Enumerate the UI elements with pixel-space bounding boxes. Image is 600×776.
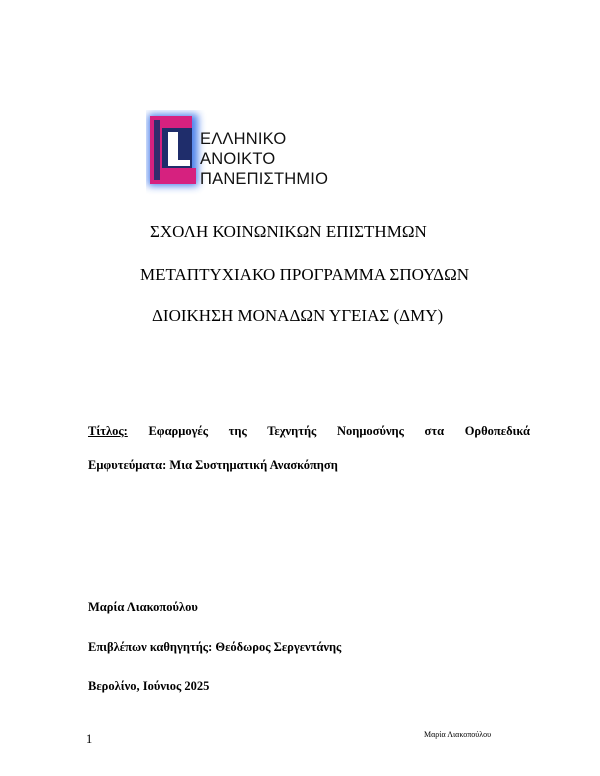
logo-text-line3: ΠΑΝΕΠΙΣΤΗΜΙΟ <box>200 170 329 188</box>
thesis-title-line1 <box>88 424 530 439</box>
author-name: Μαρία Λιακοπούλου <box>88 600 198 614</box>
place-date: Βερολίνο, Ιούνιος 2025 <box>88 679 210 693</box>
thesis-title-label: Τίτλος: <box>88 424 128 438</box>
logo-text-line1: ΕΛΛΗΝΙΚΟ <box>200 130 287 148</box>
footer-author: Μαρία Λιακοπούλου <box>424 730 492 739</box>
supervisor: Επιβλέπων καθηγητής: Θεόδωρος Σεργεντάνης <box>88 640 342 654</box>
school-heading: ΣΧΟΛΗ ΚΟΙΝΩΝΙΚΩΝ ΕΠΙΣΤΗΜΩΝ <box>150 222 427 241</box>
program-heading: ΜΕΤΑΠΤΥΧΙΑΚΟ ΠΡΟΓΡΑΜΜΑ ΣΠΟΥΔΩΝ <box>140 265 470 284</box>
logo-text-line2: ΑΝΟΙΚΤΟ <box>200 150 276 168</box>
thesis-title-text: Εφαρμογές της Τεχνητής Νοημοσύνης στα Ορθοπεδικά <box>148 424 530 438</box>
page-number: 1 <box>86 732 93 746</box>
thesis-title-line2: Εμφυτεύματα: Μια Συστηματική Ανασκόπηση <box>88 458 338 472</box>
department-heading: ΔΙΟΙΚΗΣΗ ΜΟΝΑΔΩΝ ΥΓΕΙΑΣ (ΔΜΥ) <box>152 306 444 325</box>
